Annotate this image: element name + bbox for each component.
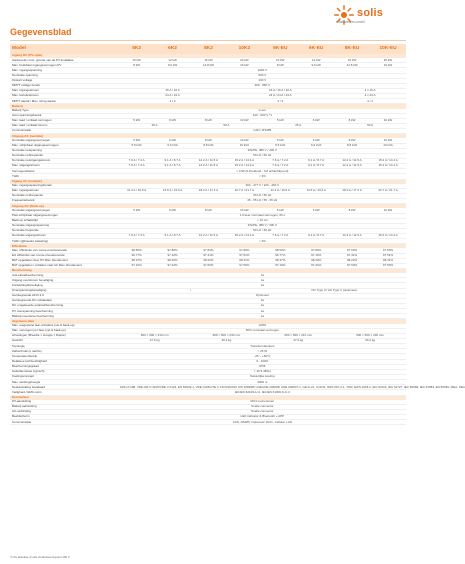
spec-label: Overspanningsbeveiliging (10, 288, 119, 293)
spec-label: Max. laad / ontlaad vermogen (10, 118, 119, 123)
spec-value: 12.8 kW (334, 63, 370, 68)
spec-value: 12.2 A / 11.5 A (334, 164, 370, 169)
spec-value: 15.2 A / 14.4 A (226, 164, 262, 169)
spec-value: 8 kW (262, 63, 298, 68)
spec-value: 9.1 A / 8.7 A (155, 164, 191, 169)
spec-value: 8 kW (191, 138, 227, 143)
spec-value: 15.2 A / 14.4 A (226, 158, 262, 163)
spec-value: / (119, 288, 263, 293)
spec-label: Max. efficiëntie van zonne-invertererende (10, 248, 119, 253)
spec-label: Zelfverbruik (s nachts) (10, 349, 119, 354)
column-header: 10K2 (226, 44, 262, 54)
spec-label: Max. schijnbaar uitgangsvermogen (10, 143, 119, 148)
spec-value: 600 × 500 × 230 mm (334, 333, 406, 338)
spec-label: PV-aansluiting (10, 400, 119, 405)
spec-value: 96.77% (262, 253, 298, 258)
spec-value: 98.22% (191, 258, 227, 263)
table-body (10, 53, 465, 425)
title-divider (10, 40, 406, 41)
spec-value: 6 kW (298, 118, 334, 123)
spec-value: 120 - 600 V *1 (119, 113, 406, 118)
spec-label: MPPT voltage bereik (10, 83, 119, 88)
spec-label: Back-up schakeltijd (10, 218, 119, 223)
spec-label: Geluidsemissie (typisch) (10, 369, 119, 374)
spec-value: 16 kW (370, 63, 406, 68)
spec-value: 13.6 A / 13.0 A (298, 188, 334, 193)
spec-label: Max. ingangsspanningsbereik (10, 184, 119, 189)
spec-value: 8 kW (334, 118, 370, 123)
spec-value: 98.22% (334, 258, 370, 263)
spec-value: 5 kW (119, 118, 155, 123)
footnote: *1 De absolute of vele Ondersteuning Het 160 V. (10, 555, 71, 559)
spec-value: 9.6 kW (298, 63, 334, 68)
spec-label: Batterij aansluiting (10, 404, 119, 409)
column-header: 8K-EU (334, 44, 370, 54)
spec-value: 6 kW (155, 208, 191, 213)
spec-value: -25 ~ +60°C (119, 354, 406, 359)
spec-value: 11.4 A / 10.9 A (119, 188, 155, 193)
spec-value: 6 kW (298, 208, 334, 213)
spec-value: 12.2 A / 11.5 A (191, 234, 227, 239)
spec-value: 304 - 477 V / 320 - 460 V (119, 184, 406, 189)
spec-value: Snelle connector (119, 404, 406, 409)
spec-value: Li-ion (119, 109, 406, 114)
spec-value: 7.6 A / 7.2 A (262, 234, 298, 239)
column-header: 6K2 (155, 44, 191, 54)
spec-label: Nominale netuitgangsstroom (10, 158, 119, 163)
spec-value: 98.40% (155, 258, 191, 263)
spec-value: 8 kW (119, 63, 155, 68)
spec-label: MPPT aantal / Max. string aantal (10, 99, 119, 104)
spec-value: 15.2 A / 14.4 A (370, 164, 406, 169)
spec-value: 6 kW (155, 118, 191, 123)
spec-label: Beschermingsgraad (10, 364, 119, 369)
spec-label: Nominale uitgangsspanning (10, 223, 119, 228)
spec-label: Frequentiebereik (10, 199, 119, 204)
spec-label: Nominale uitgangsstroom (10, 234, 119, 239)
spec-value: 50 A (334, 123, 406, 128)
spec-value: 7.6 A / 7.2 A (262, 158, 298, 163)
spec-value: 4 x 16 A (334, 88, 406, 93)
page-title: Gegevensblad (10, 27, 72, 37)
spec-value: < 40.5 dB(A) (119, 369, 406, 374)
spec-value: 5.5 kVA (262, 143, 298, 148)
spec-label: Aanbevolen max. grootte van de PV-installatie (10, 58, 119, 63)
spec-value: Ja (119, 314, 406, 319)
spec-value: CAN / RS485 (119, 129, 406, 134)
spec-value: 15.2 A / 14.4 A (370, 234, 406, 239)
brand-url[interactable]: solisinverters.com/nl (336, 20, 365, 24)
section-title: Ingang DC (PV-zijde) (10, 54, 406, 58)
spec-label: Max. ingangsstroom (10, 188, 119, 193)
spec-value: 10 kW (226, 138, 262, 143)
spec-value: 10 kW (226, 208, 262, 213)
spec-value: 12 kW (155, 58, 191, 63)
spec-value: 10 kW (370, 138, 406, 143)
section-title: Uitgang AC (netzijde) (10, 134, 406, 139)
spec-value: 8.8 kVA (334, 143, 370, 148)
spec-label: Beeldscherm (10, 415, 119, 420)
spec-value: 50 A (191, 123, 263, 128)
spec-label: Max. ingangsstroom (10, 88, 119, 93)
spec-value: 16 A / 16 A / 16 A (226, 88, 334, 93)
spec-value: < 2% (119, 239, 406, 244)
spec-label: Batterij Type (10, 109, 119, 114)
spec-value: 97.10% (155, 253, 191, 258)
section-title: Kenmerken (10, 395, 406, 400)
spec-label: Vermogensfactor (10, 169, 119, 174)
spec-value: 4 x 24 A (334, 94, 406, 99)
spec-value: 24 A / 24 A (119, 94, 227, 99)
spec-label: Opstart voltage (10, 78, 119, 83)
spec-value: 10 kW (226, 118, 262, 123)
spec-label: Accu spanningsbereik (10, 113, 119, 118)
spec-value: 1.6 keer nominaal vermogen, 60 s (119, 213, 406, 218)
spec-label: Nominale netfrequentie (10, 193, 119, 198)
spec-value: Natuurlijke koeling (119, 375, 406, 380)
spec-value: 6.6 kVA (155, 143, 191, 148)
column-header: 5K-EU (262, 44, 298, 54)
spec-label: THDi (10, 174, 119, 179)
spec-label: Nominale frequentie (10, 228, 119, 233)
spec-value: 97.10% (262, 263, 298, 268)
spec-value: 8.8 kVA (191, 143, 227, 148)
spec-value: 96.77% (119, 253, 155, 258)
column-header: 5K2 (119, 44, 155, 54)
spec-value: 20 kW (226, 58, 262, 63)
spec-value: 10 kW (370, 208, 406, 213)
spec-value: 22.7 A / 21.7 A (370, 188, 406, 193)
spec-value: 45 - 55 Hz / 55 - 65 Hz (119, 199, 406, 204)
spec-label: Max. werkingshoogte (10, 380, 119, 385)
spec-value: 6 kW (298, 138, 334, 143)
brand-name: solis (357, 7, 384, 19)
spec-value: 97.50% (226, 263, 262, 268)
spec-value: 160 V (119, 78, 406, 83)
spec-value: 22.7 A / 21.7 A (226, 188, 262, 193)
spec-value: 6.6 kVA (298, 143, 334, 148)
spec-value: 2 / 2 (119, 99, 227, 104)
spec-label: Max. uitgangsstroom (10, 164, 119, 169)
spec-label: Max. bruikbaar ingangsvermogen PV (10, 63, 119, 68)
spec-label: Nominale uitgangsvermogen (10, 138, 119, 143)
spec-value: 97.60% (191, 248, 227, 253)
section-title: Algemene data (10, 319, 406, 324)
spec-value: 16 kW (191, 58, 227, 63)
spec-value: 25 A (119, 123, 191, 128)
spec-value: Ja (119, 298, 406, 303)
spec-value: 100% (119, 324, 406, 329)
spec-label: Uitgang overstroom beveiliging (10, 278, 119, 283)
spec-value: 5.5 kVA (119, 143, 155, 148)
spec-label: Communicatie (10, 129, 119, 134)
spec-value: 98.40% (298, 258, 334, 263)
spec-value: MC4 connectoren (119, 400, 406, 405)
spec-value: 27.6 kg (262, 339, 334, 344)
spec-label: Geïntegreerde DC schakelaar (10, 298, 119, 303)
spec-label: DC omgekeerde polariteitbescherming (10, 304, 119, 309)
spec-value: 25 A (262, 123, 334, 128)
spec-value: 27.6 kg (119, 339, 191, 344)
spec-label: Max. vermogen per fase (net & back-up) (10, 328, 119, 333)
spec-label: AC-verbinding (10, 409, 119, 414)
spec-value: 5 kW (262, 138, 298, 143)
spec-value: 20 kW (370, 58, 406, 63)
spec-label: Koelingsconcept (10, 375, 119, 380)
spec-value: 98.31% (226, 258, 262, 263)
spec-value: 8 kW (334, 208, 370, 213)
spec-label: Max. ingangsspanning (10, 68, 119, 73)
spec-value: Ja (119, 309, 406, 314)
spec-value: 5 kW (119, 138, 155, 143)
spec-value: 1000 V (119, 68, 406, 73)
spec-value: 18.2 A / 17.4 A (191, 188, 227, 193)
spec-value: < 3% (119, 174, 406, 179)
spec-value: 15.2 A / 14.4 A (370, 158, 406, 163)
spec-label: Anti-eilandbescherming (10, 273, 119, 278)
spec-label: Max. laad / ontlaad stroom (10, 123, 119, 128)
column-header: 10K-EU (370, 44, 406, 54)
spec-label: THDv (@lineaire belasting) (10, 239, 119, 244)
spec-value: 7.6 A / 7.2 A (262, 164, 298, 169)
spec-label: BAT opgeladen door PV Max. Rendement (10, 258, 119, 263)
spec-value: CAN, RS485, Optioneel: Wi-Fi, Cellular, LAN (119, 420, 406, 425)
spec-value: 5 kW (262, 208, 298, 213)
spec-value: 4000 m (119, 380, 406, 385)
spec-value: 15.2 A / 14.4 A (226, 234, 262, 239)
spec-value: 97.10% (119, 263, 155, 268)
spec-value: 97.60% (370, 248, 406, 253)
spec-value: 200 - 850 V (119, 83, 406, 88)
section-title: Batterij (10, 104, 406, 109)
spec-label: Communicatie (10, 420, 119, 425)
spec-value: 7.6 A / 7.2 A (119, 158, 155, 163)
spec-value: 600 × 500 × 210 mm (262, 333, 334, 338)
spec-value: 98.37% (262, 258, 298, 263)
spec-value: 8 kW (334, 138, 370, 143)
spec-label: Afmetingen (Breedte × Hoogte × Diepte) (10, 333, 119, 338)
spec-value: 97.50% (370, 263, 406, 268)
spec-label: Nominale netfrequentie (10, 153, 119, 158)
spec-value: 97.34% (155, 263, 191, 268)
spec-value: 16 kW (226, 63, 262, 68)
column-header: 8K2 (191, 44, 227, 54)
spec-value: 5 kW (262, 118, 298, 123)
spec-value: 97.60% (334, 248, 370, 253)
spec-value: 9.1 A / 8.7 A (155, 234, 191, 239)
spec-value: 97.80% (298, 248, 334, 253)
spec-value: 97.51% (370, 253, 406, 258)
spec-value: 11.4 A / 10.9 A (262, 188, 298, 193)
spec-value: 3/N/PE, 380 V / 400 V (119, 148, 406, 153)
table-row (10, 420, 406, 425)
spec-value: 16 kW (334, 58, 370, 63)
spec-value: 97.10% (298, 253, 334, 258)
spec-value: 9.1 A / 8.7 A (298, 158, 334, 163)
spec-value: Ja (119, 283, 406, 288)
spec-value: 600 × 500 × 210 mm (119, 333, 191, 338)
spec-value: 9.1 A / 8.7 A (155, 158, 191, 163)
spec-value: 97.41% (191, 253, 227, 258)
spec-value: 8 kW (191, 118, 227, 123)
spec-label: Piek schijnbaar uitgangsvermogen (10, 213, 119, 218)
spec-value: 10 kW (262, 58, 298, 63)
spec-value: 10 kW (370, 118, 406, 123)
spec-value: 30.2 kg (334, 339, 406, 344)
spec-value: 5 kW (119, 208, 155, 213)
spec-value: 30.2 kg (191, 339, 263, 344)
spec-label: Nominale spanning (10, 73, 119, 78)
spec-value: 50 Hz / 60 Hz (119, 228, 406, 233)
spec-value: Optioneel (119, 293, 406, 298)
spec-label: Relatieve luchtvochtigheid (10, 359, 119, 364)
datasheet-table (10, 44, 465, 425)
column-header: 6K-EU (298, 44, 334, 54)
spec-value: LED indicator & Bluetooth + APP (119, 415, 406, 420)
spec-value: 12.2 A / 11.5 A (334, 158, 370, 163)
spec-value: 7.6 A / 7.2 A (119, 164, 155, 169)
spec-value: Ja (119, 278, 406, 283)
spec-value: 97.80% (155, 248, 191, 253)
spec-value: 18.2 A / 17.4 A (334, 188, 370, 193)
spec-value: > 0.99 (0.8 leidend - 0.8 achterblijvend) (119, 169, 406, 174)
spec-label: Gewicht (10, 339, 119, 344)
spec-label: Topologie (10, 344, 119, 349)
spec-value: 98.50% (262, 248, 298, 253)
spec-value: 98.37% (119, 258, 155, 263)
spec-value: G99 of G98, VDE-AR-N 4105/VDE V 0124, EN 50549-1, VDE 0126/UTE C 15/VFR2019, RD 1699/RD 244/UNE 206006/ UNE 206007-1, CEI 0-21, C10/11, NRS 097-2-1, TOR, EIFS 2018.2, IEC 62116, IEC 61727, IEC 60068, IEC 61683, EN 50530, MEA, PEA (119, 384, 465, 389)
spec-value: 10 kVA (226, 143, 262, 148)
spec-label: Kortsluitingsbeveiliging (10, 283, 119, 288)
spec-value: 12.2 A / 11.5 A (191, 158, 227, 163)
spec-value: IEC/EN 62109-1/-2, IEC/EN 61000-6-1/-3 (119, 390, 406, 395)
spec-value: 9.1 A / 8.7 A (298, 234, 334, 239)
spec-label: Max. kortsluitstroom (10, 94, 119, 99)
spec-value: 12.2 A / 11.5 A (191, 164, 227, 169)
spec-value: 4 / 4 (334, 99, 406, 104)
spec-value: 97.51% (226, 253, 262, 258)
spec-label: Nominale uitgangsvermogen (10, 208, 119, 213)
spec-value: Ja (119, 304, 406, 309)
section-title: Uitgang AC (Back-up) (10, 204, 406, 209)
section-title: Efficiëntie (10, 244, 406, 249)
spec-value: 10 kW (119, 58, 155, 63)
spec-value: < 25 W (119, 349, 406, 354)
spec-value: DC Type II / AC Type II (optioneel) (262, 288, 406, 293)
spec-label: Geïntegreerde AFCI 2.0 (10, 293, 119, 298)
spec-value: 12.2 A / 11.5 A (334, 234, 370, 239)
spec-value: < 10 ms (119, 218, 406, 223)
spec-value: 97.60% (334, 263, 370, 268)
section-title: Ingang AC (netzijde) (10, 179, 406, 184)
spec-value: 13.6 A / 13.0 A (155, 188, 191, 193)
spec-label: Veiligheid / EMC-norm (10, 390, 119, 395)
spec-value: 50 Hz / 60 Hz (119, 153, 406, 158)
spec-label: BAT opgeladen / ontladen naar AC Max. Rendement (10, 263, 119, 268)
table-header-row (10, 44, 406, 54)
spec-value: 97.60% (191, 263, 227, 268)
spec-value: 10 kVA (370, 143, 406, 148)
spec-value: IP66 (119, 364, 406, 369)
spec-label: Temperatuurbereik (10, 354, 119, 359)
spec-value: 12.8 kW (191, 63, 227, 68)
spec-label: PV overspanning bescherming (10, 309, 119, 314)
section-title: Bescherming (10, 269, 406, 274)
spec-value: 8 kW (191, 208, 227, 213)
spec-value: 3 / 3 (226, 99, 334, 104)
spec-value: Transformatorloos (119, 344, 406, 349)
spec-label: Netaansluiting standaard (10, 385, 119, 390)
spec-label: Batterij-inversieve bescherming (10, 314, 119, 319)
spec-value: 16 A / 16 A (119, 88, 227, 93)
spec-value: 97.34% (298, 263, 334, 268)
spec-label: Max. toegestane laar-onbalans (net & back-up) (10, 324, 119, 329)
spec-label: EU efficiëntie van zonne-invertererende (10, 253, 119, 258)
spec-value: Ja (119, 273, 406, 278)
spec-value: 600 × 500 × 230 mm (191, 333, 263, 338)
spec-value: 3/N/PE, 380 V / 400 V (119, 223, 406, 228)
spec-value: 98.50% (119, 248, 155, 253)
spec-value: 9.1 A / 8.7 A (298, 164, 334, 169)
spec-value: 24 A / 24 A / 24 A (226, 94, 334, 99)
spec-value: Snelle connector (119, 409, 406, 414)
spec-value: 9.6 kW (155, 63, 191, 68)
spec-value: 50% nominaal vermogen (119, 328, 406, 333)
spec-value: 97.60% (226, 248, 262, 253)
spec-value: 97.41% (334, 253, 370, 258)
spec-value: 600 V (119, 73, 406, 78)
column-header-model: Model (10, 44, 119, 54)
spec-value: 50 Hz / 60 Hz (119, 193, 406, 198)
spec-label: Nominale netspanning (10, 148, 119, 153)
spec-value: 98.31% (370, 258, 406, 263)
spec-value: 0 - 100% (119, 359, 406, 364)
spec-value: 6 kW (155, 138, 191, 143)
spec-value: 7.6 A / 7.2 A (119, 234, 155, 239)
spec-value: 12 kW (298, 58, 334, 63)
